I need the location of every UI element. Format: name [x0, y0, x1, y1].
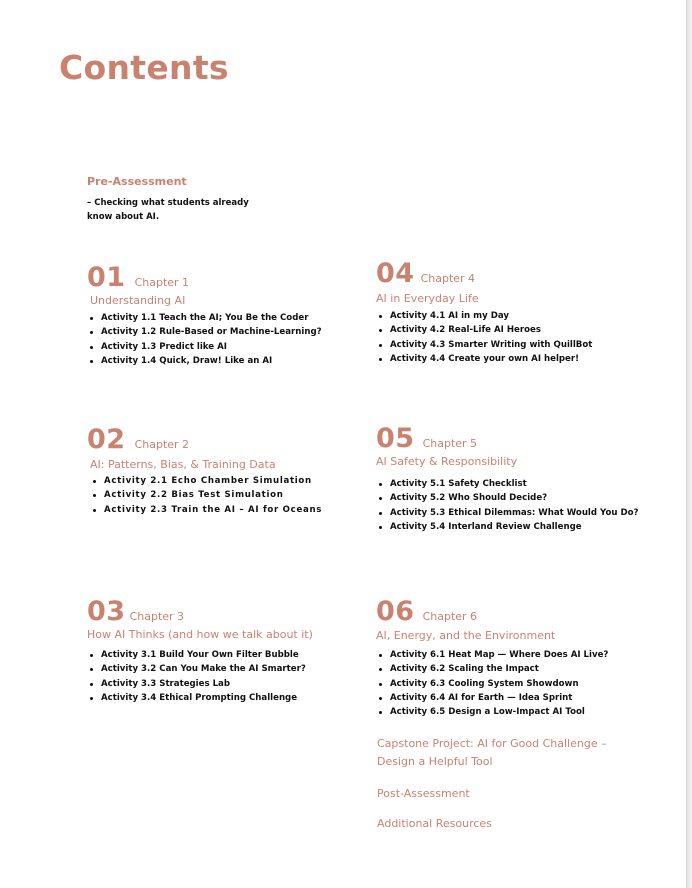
chapter-title[interactable]: How AI Thinks (and how we talk about it) — [87, 628, 313, 641]
chapter-label[interactable]: Chapter 2 — [134, 438, 190, 451]
chapter-2-section — [87, 424, 322, 517]
additional-resources-link[interactable]: Additional Resources — [377, 817, 492, 830]
chapter-3-section — [87, 596, 313, 705]
chapter-title[interactable]: AI Safety & Responsibility — [376, 455, 518, 468]
activity-list — [87, 311, 322, 368]
activity-item[interactable]: Activity 2.2 Bias Test Simulation — [90, 488, 322, 502]
pre-assessment-link[interactable]: Pre-Assessment — [87, 175, 187, 188]
chapter-5-section — [376, 423, 639, 534]
chapter-label[interactable]: Chapter 4 — [420, 272, 476, 285]
chapter-number: 04 — [376, 258, 415, 289]
page-edge-shadow — [687, 0, 692, 888]
chapter-4-section — [376, 258, 592, 366]
chapter-number: 02 — [87, 424, 126, 455]
activity-item[interactable]: Activity 6.2 Scaling the Impact — [376, 662, 608, 676]
activity-item[interactable]: Activity 5.2 Who Should Decide? — [376, 491, 639, 505]
activity-list — [87, 648, 313, 705]
activity-item[interactable]: Activity 4.3 Smarter Writing with QuillBot — [376, 338, 592, 352]
activity-item[interactable]: Activity 5.4 Interland Review Challenge — [376, 520, 639, 534]
activity-item[interactable]: Activity 3.2 Can You Make the AI Smarter? — [87, 662, 313, 676]
chapter-title[interactable]: AI, Energy, and the Environment — [376, 629, 556, 642]
activity-item[interactable]: Activity 5.1 Safety Checklist — [376, 477, 639, 491]
chapter-number: 03 — [87, 596, 126, 627]
activity-item[interactable]: Activity 4.4 Create your own AI helper! — [376, 352, 592, 366]
chapter-6-section — [376, 596, 608, 719]
chapter-label[interactable]: Chapter 5 — [422, 437, 478, 450]
chapter-label[interactable]: Chapter 1 — [134, 276, 190, 289]
activity-item[interactable]: Activity 3.4 Ethical Prompting Challenge — [87, 691, 313, 705]
activity-item[interactable]: Activity 1.1 Teach the AI; You Be the Coder — [87, 311, 322, 325]
activity-list — [376, 648, 608, 719]
activity-list — [90, 474, 322, 517]
chapter-1-section — [87, 262, 322, 368]
activity-item[interactable]: Activity 3.1 Build Your Own Filter Bubble — [87, 648, 313, 662]
activity-item[interactable]: Activity 3.3 Strategies Lab — [87, 677, 313, 691]
post-assessment-link[interactable]: Post-Assessment — [377, 787, 470, 800]
chapter-label[interactable]: Chapter 6 — [422, 610, 478, 623]
activity-item[interactable]: Activity 4.2 Real-Life AI Heroes — [376, 323, 592, 337]
chapter-label[interactable]: Chapter 3 — [129, 610, 185, 623]
chapter-title[interactable]: AI: Patterns, Bias, & Training Data — [90, 458, 276, 471]
activity-item[interactable]: Activity 6.3 Cooling System Showdown — [376, 677, 608, 691]
pre-assessment-description: – Checking what students already know about AI. — [87, 198, 249, 222]
capstone-project-link[interactable]: Capstone Project: AI for Good Challenge – Design a Helpful Tool — [377, 737, 607, 768]
activity-item[interactable]: Activity 2.1 Echo Chamber Simulation — [90, 474, 322, 488]
page-title: Contents — [59, 48, 229, 87]
activity-item[interactable]: Activity 4.1 AI in my Day — [376, 309, 592, 323]
activity-item[interactable]: Activity 5.3 Ethical Dilemmas: What Would You Do? — [376, 506, 639, 520]
chapter-number: 01 — [87, 262, 126, 293]
activity-item[interactable]: Activity 6.1 Heat Map — Where Does AI Live? — [376, 648, 608, 662]
chapter-title[interactable]: Understanding AI — [90, 294, 186, 307]
activity-item[interactable]: Activity 6.4 AI for Earth — Idea Sprint — [376, 691, 608, 705]
chapter-number: 05 — [376, 423, 415, 454]
activity-item[interactable]: Activity 1.4 Quick, Draw! Like an AI — [87, 354, 322, 368]
activity-list — [376, 309, 592, 366]
activity-list — [376, 477, 639, 534]
activity-item[interactable]: Activity 1.2 Rule-Based or Machine-Learning? — [87, 325, 322, 339]
activity-item[interactable]: Activity 2.3 Train the AI – AI for Oceans — [90, 503, 322, 517]
activity-item[interactable]: Activity 1.3 Predict like AI — [87, 340, 322, 354]
chapter-title[interactable]: AI in Everyday Life — [376, 292, 479, 305]
activity-item[interactable]: Activity 6.5 Design a Low-Impact AI Tool — [376, 705, 608, 719]
chapter-number: 06 — [376, 596, 415, 627]
